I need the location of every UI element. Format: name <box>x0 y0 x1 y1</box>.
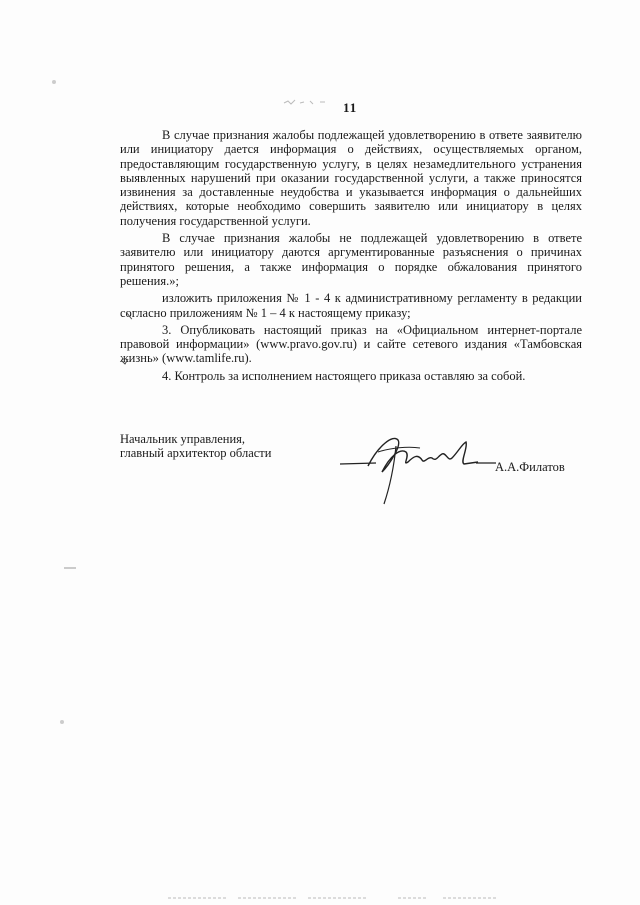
paragraph-appendices: изложить приложения № 1 - 4 к административному регламенту в редакции согласно приложениям № 1 – 4 к настоящему приказу; <box>120 291 582 320</box>
paragraph-complaint-satisfied: В случае признания жалобы подлежащей удовлетворению в ответе заявителю или инициатору дается информация о действиях, осуществляемых органом, предоставляющим государственную услугу, в целях незамедлительного устранения выявленных нарушений при оказании государственной услуги, а также приносятся извинения за доставленные неудобства и указывается информация о дальнейших действиях, которые необходимо совершить заявителю или инициатору в целях получения государственной услуги. <box>120 128 582 228</box>
scan-speck <box>52 80 56 84</box>
scan-speck <box>60 720 64 724</box>
paragraph-publication: 3. Опубликовать настоящий приказ на «Официальном интернет-портале правовой информации» (www.pravo.gov.ru) и сайте сетевого издания «Тамбовская жизнь» (www.tamlife.ru). <box>120 322 582 366</box>
signer-name: А.А.Филатов <box>495 460 565 474</box>
signer-title-line-1: Начальник управления, <box>120 432 246 446</box>
margin-check-mark <box>118 357 138 367</box>
faint-scan-mark <box>282 98 328 106</box>
bottom-scan-artifact <box>168 892 498 902</box>
paragraph-control: 4. Контроль за исполнением настоящего приказа оставляю за собой. <box>162 368 526 383</box>
margin-bracket-mark <box>124 310 134 320</box>
signer-title <box>120 432 271 461</box>
scan-dash-mark <box>64 566 76 570</box>
document-body <box>120 128 582 383</box>
page-number: 11 <box>343 100 358 115</box>
paragraph-complaint-rejected: В случае признания жалобы не подлежащей удовлетворению в ответе заявителю или инициатору даются аргументированные разъяснения о причинах принятого решения, а также информация о порядке обжалования принятого решения.»; <box>120 231 582 288</box>
signer-title-line-2: главный архитектор области <box>120 446 272 461</box>
handwritten-signature <box>338 426 498 508</box>
